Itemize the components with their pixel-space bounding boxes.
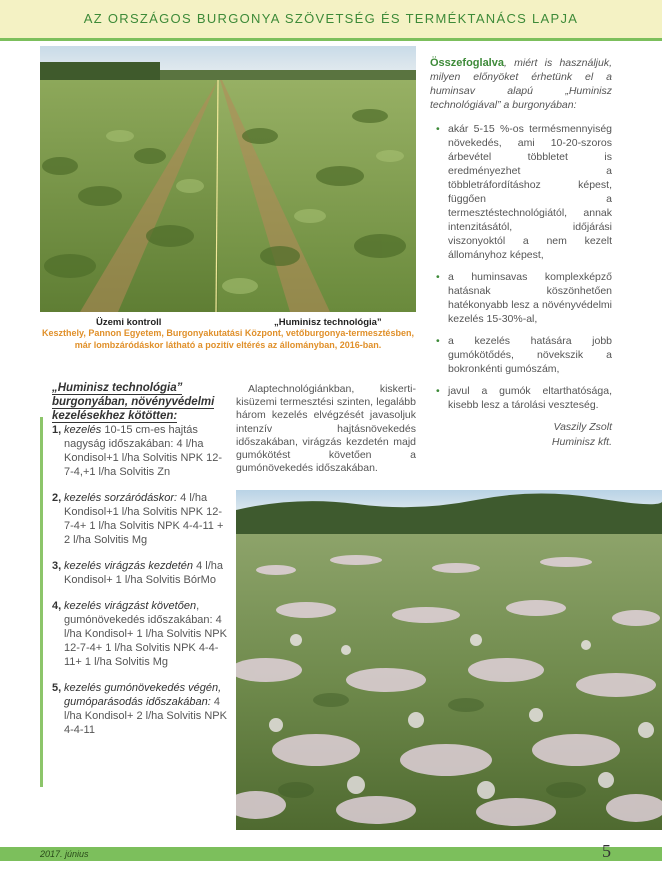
summary-column [430, 56, 612, 450]
treatment-box-title [52, 381, 227, 423]
step-heading: kezelés virágzás kezdetén [64, 560, 194, 572]
step-heading: kezelés gumónövekedés végén, gumóparásodás időszakában: [64, 682, 222, 708]
summary-intro-text: , miért is használjuk, milyen előnyöket érhetünk el a huminsav alapú „Huminisz technológiával” a burgonyában: [430, 57, 612, 111]
publication-title: AZ ORSZÁGOS BURGONYA SZÖVETSÉG ÉS TERMÉKTANÁCS LAPJA [83, 11, 579, 26]
treatment-box-bar [40, 417, 43, 787]
step-number: 3, [52, 560, 62, 572]
benefit-item: • a huminsavas komplexképző hatásnak köszönhetően hatékonyabb lesz a növényvédelmi kezelés 15-30%-al, [430, 270, 612, 326]
issue-date: 2017. június [40, 849, 89, 859]
base-technology-paragraph: Alaptechnológiánkban, kiskerti-kisüzemi termesztési szinten, legalább három kezelés elvégzését javasoljuk intenzív hajtásnövekedés időszakában, virágzás kezdetén majd gumókötést követően a gumónövekedés időszakában. [236, 383, 416, 475]
step-body: , gumónövekedés időszakában: 4 l/ha Kondisol+ 1 l/ha Solvitis NPK 12-7-4+ 1 l/ha Solvitis NPK 4-4-11+ 1 l/ha Solvitis Mg [64, 600, 227, 668]
photo-label-control: Üzemi kontroll [96, 317, 162, 328]
page-number: 5 [602, 841, 611, 861]
treatment-step [52, 599, 230, 669]
benefit-item: • a kezelés hatására jobb gumókötődés, növekszik a bokronkénti gumószám, [430, 334, 612, 376]
summary-intro [430, 56, 612, 112]
step-body: 4 l/ha Kondisol+ 2 l/ha Solvitis NPK 4-4-11 [64, 696, 227, 736]
treatment-box-title-text: „Huminisz technológia” burgonyában, növényvédelmi kezelésekhez kötötten: [52, 382, 215, 422]
signature [430, 420, 612, 450]
step-heading: kezelés sorzáródáskor: [64, 492, 178, 504]
step-number: 4, [52, 600, 62, 612]
flowering-potato-field-photo [236, 490, 662, 830]
treatment-steps [52, 423, 230, 749]
step-body: 4 l/ha Kondisol+ 1 l/ha Solvitis BórMo [64, 560, 223, 586]
treatment-step [52, 559, 230, 587]
summary-lead: Összefoglalva [430, 57, 504, 69]
photo-label-huminisz: „Huminisz technológia” [274, 317, 382, 328]
potato-field-photo [40, 46, 416, 312]
step-number: 2, [52, 492, 62, 504]
author-name: Vaszily Zsolt [553, 421, 612, 433]
author-company: Huminisz kft. [551, 436, 612, 448]
photo-caption: Keszthely, Pannon Egyetem, Burgonyakutatási Központ, vetőburgonya-termesztésben, már lombzáródáskor látható a pozitív eltérés az állományban, 2016-ban. [42, 328, 414, 350]
treatment-step [52, 423, 230, 479]
treatment-step [52, 681, 230, 737]
step-heading: kezelés [64, 424, 102, 436]
treatment-step [52, 491, 230, 547]
step-body: 10-15 cm-es hajtás nagyság időszakában: 4 l/ha Kondisol+1 l/ha Solvitis NPK 12-7-4,+1 l/ha Solvitis Zn [64, 424, 223, 478]
benefit-list [430, 122, 612, 412]
benefit-item: • javul a gumók eltarthatósága, kisebb lesz a tárolási veszteség. [430, 384, 612, 412]
footer-band [0, 847, 662, 861]
step-number: 1, [52, 424, 62, 436]
step-number: 5, [52, 682, 62, 694]
step-body: 4 l/ha Kondisol+1 l/ha Solvitis NPK 12-7-4+ 1 l/ha Solvitis NPK 4-4-11 + 2 l/ha Solvitis Mg [64, 492, 224, 546]
header-rule [0, 38, 662, 41]
benefit-item: • akár 5-15 %-os termésmennyiség növekedés, ami 10-20-szoros árbevétel többletet is eredményezhet a többletráfordításhoz képest, függően a termesztéstechnológiától, annak intenzitásától, időjárási viszonyoktól a nem kezelt állományhoz képest, [430, 122, 612, 262]
step-heading: kezelés virágzást követően [64, 600, 197, 612]
